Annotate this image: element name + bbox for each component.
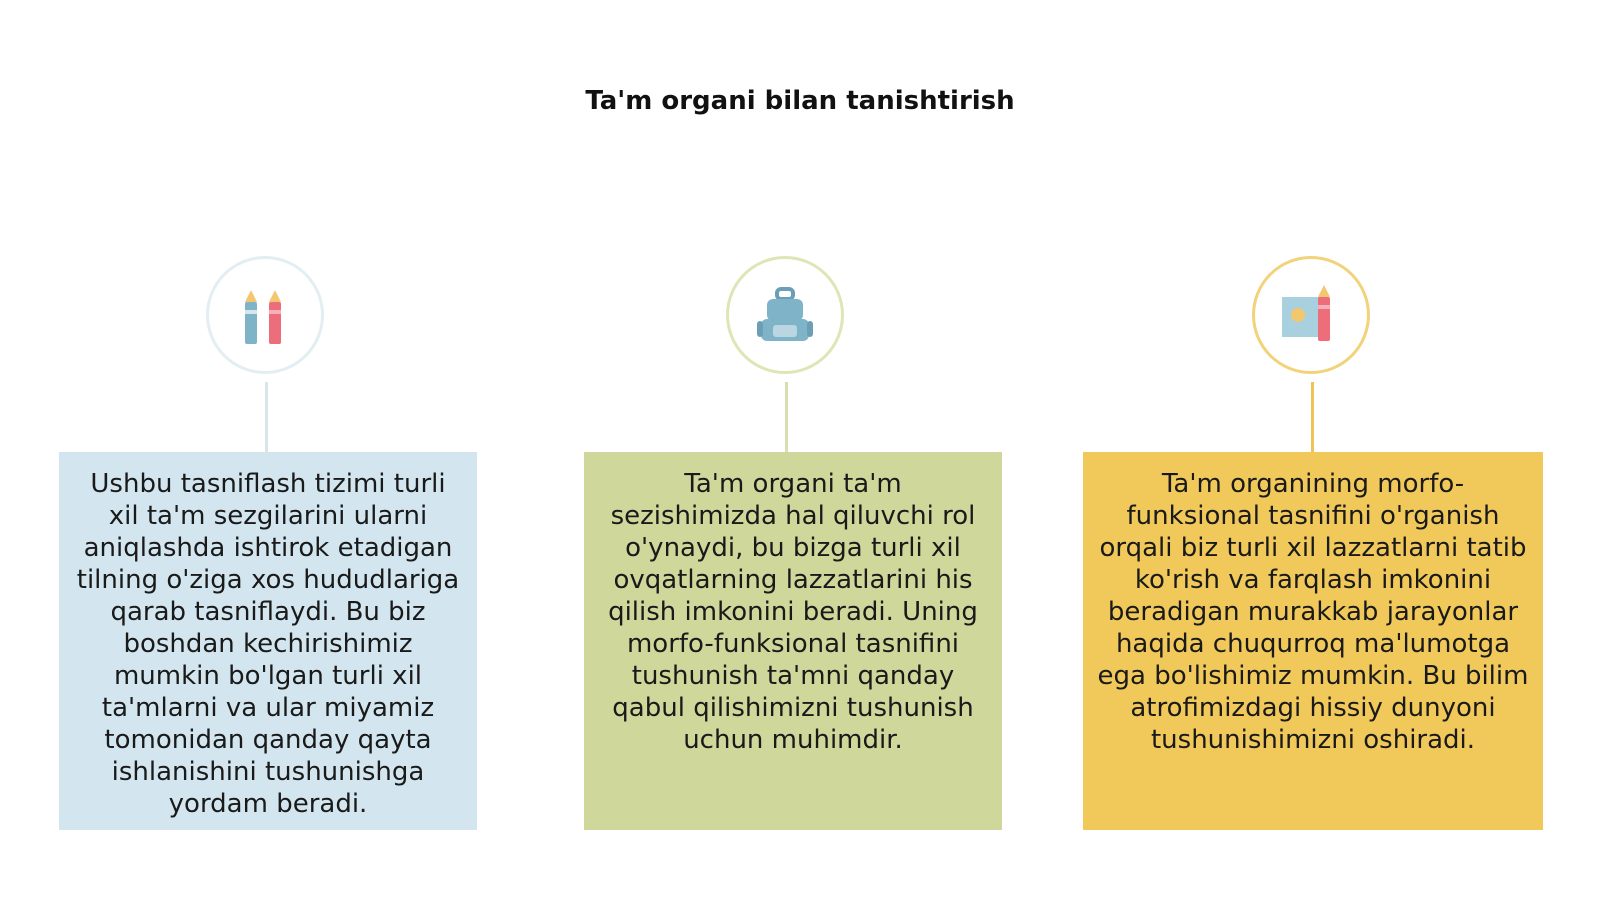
pencils-icon [237,280,293,350]
column-3-card [1083,452,1543,830]
column-1-icon-circle [206,256,324,374]
column-1-connector [265,382,268,454]
column-1-text: Ushbu tasniflash tizimi turli xil ta'm sezgilarini ularni aniqlashda ishtirok etadigan tilning o'ziga xos hududlariga qarab tasniflaydi. Bu biz boshdan kechirishimiz mumkin bo'lgan turli xil ta'mlarni va ular miyamiz tomonidan qanday qayta ishlanishini tushunishga yordam beradi. [76,469,460,819]
column-3-icon-circle [1252,256,1370,374]
column-2-icon-circle [726,256,844,374]
column-3-connector [1311,382,1314,454]
column-2-card [584,452,1002,830]
column-2-text: Ta'm organi ta'm sezishimizda hal qiluvchi rol o'ynaydi, bu bizga turli xil ovqatlarning lazzatlarini his qilish imkonini beradi. Uning morfo-funksional tasnifini tushunish ta'mni qanday qabul qilishimizni tushunish uchun muhimdir. [608,469,978,755]
backpack-icon [753,283,817,347]
column-2-connector [785,382,788,454]
column-3-text: Ta'm organining morfo-funksional tasnifini o'rganish orqali biz turli xil lazzatlarni tatib ko'rish va farqlash imkonini beradigan murakkab jarayonlar haqida chuqurroq ma'lumotga ega bo'lishimiz mumkin. Bu bilim atrofimizdagi hissiy dunyoni tushunishimizni oshiradi. [1097,469,1529,755]
slide-title: Ta'm organi bilan tanishtirish [585,86,1015,116]
column-1-card [59,452,477,830]
picture-crayon-icon [1276,283,1346,347]
